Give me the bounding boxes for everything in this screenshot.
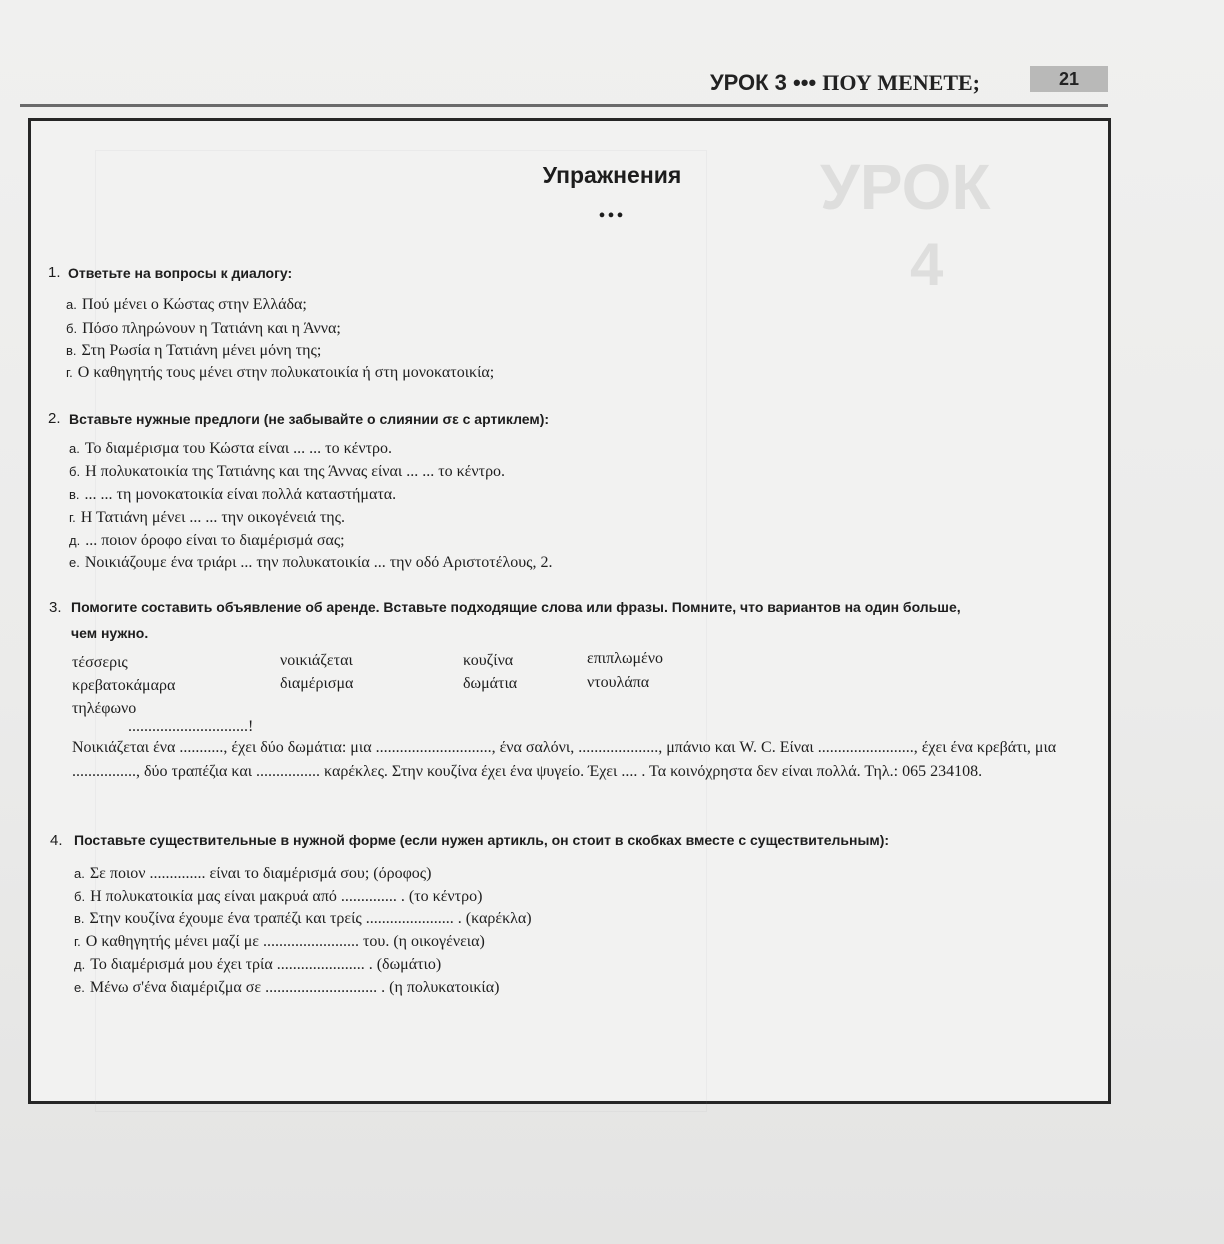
word-bank-item: κουζίνα [463, 652, 514, 669]
exercise-3-title-continued: чем нужно. [71, 625, 149, 641]
exercise-2-title: Вставьте нужные предлоги (не забывайте о слиянии σε с артиклем): [69, 411, 550, 427]
exercise-1-item: б. Πόσο πληρώνουν η Τατιάνη και η Άννα; [66, 320, 341, 337]
section-dots: ••• [598, 205, 626, 227]
exercise-4-item: д. Το διαμέρισμά μου έχει τρία ...................... . (δωμάτιο) [74, 956, 442, 973]
exercise-2-item: е. Νοικιάζουμε ένα τριάρι ... την πολυκατοικία ... την οδό Αριστοτέλους, 2. [69, 554, 553, 571]
word-bank-item: δωμάτια [463, 675, 518, 692]
word-bank-item: νοικιάζεται [280, 652, 353, 669]
exercise-4-item: е. Μένω σ'ένα διαμέριζμα σε ............................ . (η πολυκατοικία) [74, 979, 500, 996]
exercise-3-title: Помогите составить объявление об аренде. Вставьте подходящие слова или фразы. Помните, что вариантов на один больше, [71, 599, 961, 615]
exercise-3-number: 3. [49, 599, 62, 616]
exercise-2-item: в. ... ... τη μονοκατοικία είναι πολλά καταστήματα. [69, 486, 397, 503]
running-header [560, 70, 980, 96]
exercise-2-number: 2. [48, 410, 61, 427]
exercise-2-item: а. Το διαμέρισμα του Κώστα είναι ... ... το κέντρο. [69, 440, 392, 457]
exercise-1-number: 1. [48, 264, 61, 281]
ad-paragraph: Νοικιάζεται ένα ..........., έχει δύο δωμάτια: μια ............................., ένα σαλόνι, ...................., μπάνιο και W. C. Είναι ........................, έχει ένα κρεβάτι, μια ................, δύο τραπέζια και ................ καρέκλες. Στην κουζίνα έχει ένα ψυγείο. Έχει .... . Τα κοινόχρηστα δεν είναι πολλά. Τηλ.: 065 234108. [72, 739, 1057, 780]
word-bank-item: τηλέφωνο [72, 700, 137, 717]
lesson-label: УРОК 3 [709, 70, 787, 95]
exercise-2-item: б. Η πολυκατοικία της Τατιάνης και της Άννας είναι ... ... το κέντρο. [69, 463, 506, 480]
word-bank-item: κρεβατοκάμαρα [72, 677, 176, 694]
word-bank-item: τέσσερις [72, 654, 128, 671]
word-bank-item: διαμέρισμα [280, 675, 354, 692]
exercise-4-item: в. Στην κουζίνα έχουμε ένα τραπέζι και τρείς ...................... . (καρέκλα) [74, 910, 532, 927]
word-bank-item: ντουλάπα [587, 674, 650, 691]
exercise-1-item: а. Πού μένει ο Κώστας στην Ελλάδα; [66, 296, 307, 313]
page-number: 21 [1030, 66, 1108, 92]
exercise-4-item: г. Ο καθηγητής μένει μαζί με ........................ του. (η οικογένεια) [74, 933, 485, 950]
exercise-4-title: Поставьте существительные в нужной форме (если нужен артикль, он стоит в скобках вместе с существительным): [74, 832, 890, 848]
header-separator: ••• [793, 70, 817, 95]
header-rule [20, 104, 1108, 107]
exercise-1-item: г. Ο καθηγητής τους μένει στην πολυκατοικία ή στη μονοκατοικία; [66, 364, 495, 381]
exercise-1-title: Ответьте на вопросы к диалогу: [68, 265, 293, 281]
ad-heading-blank: ..............................! [128, 718, 254, 735]
exercise-2-item: г. Η Τατιάνη μένει ... ... την οικογένειά της. [69, 509, 345, 526]
exercise-1-item: в. Στη Ρωσία η Τατιάνη μένει μόνη της; [66, 342, 322, 359]
lesson-title: ΠΟΥ ΜΕΝΕΤΕ; [822, 70, 980, 95]
exercise-4-item: б. Η πολυκατοικία μας είναι μακρυά από .............. . (το κέντρο) [74, 888, 483, 905]
section-title: Упражнения [542, 162, 682, 188]
exercise-4-number: 4. [50, 832, 63, 849]
exercise-2-item: д. ... ποιον όροφο είναι το διαμέρισμά σας; [69, 532, 345, 549]
word-bank-item: επιπλωμένο [587, 650, 663, 667]
exercise-4-item: а. Σε ποιον .............. είναι το διαμέρισμά σου; (όροφος) [74, 865, 432, 882]
